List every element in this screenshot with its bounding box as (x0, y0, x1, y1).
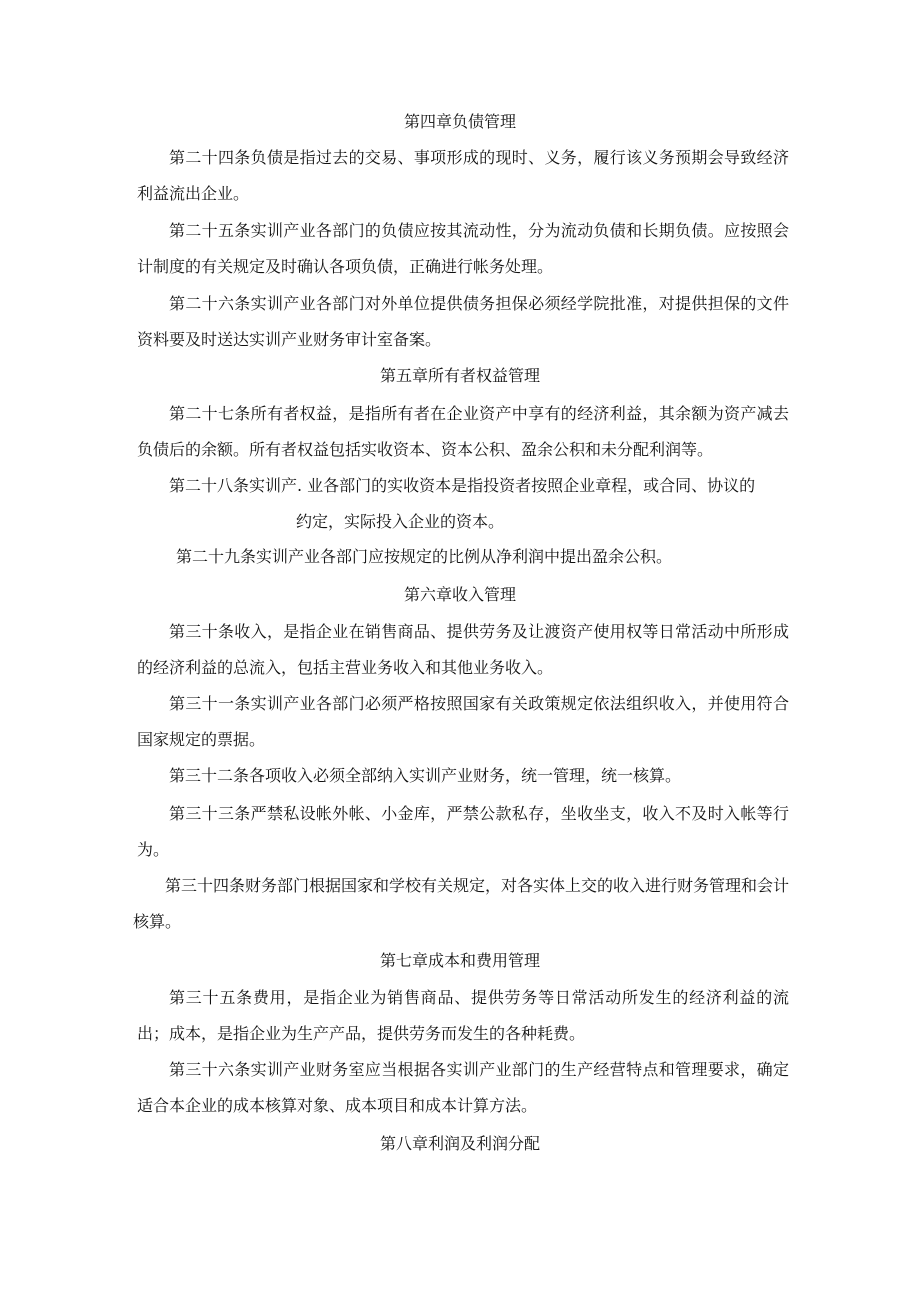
chapter-8-heading: 第八章利润及利润分配 (379, 1134, 540, 1153)
article-27: 第二十七条所有者权益，是指所有者在企业资产中享有的经济利益，其余额为资产减去负债后的余额。所有者权益包括实收资本、资本公积、盈余公积和未分配利润等。 (137, 404, 789, 459)
article-32: 第三十二条各项收入必须全部纳入实训产业财务，统一管理，统一核算。 (169, 766, 682, 785)
chapter-5-heading: 第五章所有者权益管理 (379, 366, 540, 385)
article-35: 第三十五条费用，是指企业为销售商品、提供劳务等日常活动所发生的经济利益的流出；成本，是指企业为生产产品，提供劳务而发生的各种耗费。 (137, 988, 789, 1043)
chapter-4-heading: 第四章负债管理 (403, 112, 516, 131)
article-25: 第二十五条实训产业各部门的负债应按其流动性，分为流动负债和长期负债。应按照会计制度的有关规定及时确认各项负债，正确进行帐务处理。 (137, 221, 789, 276)
article-34: 第三十四条财务部门根据国家和学校有关规定，对各实体上交的收入进行财务管理和会计核算。 (133, 876, 790, 931)
article-30: 第三十条收入，是指企业在销售商品、提供劳务及让渡资产使用权等日常活动中所形成的经济利益的总流入，包括主营业务收入和其他业务收入。 (137, 622, 789, 677)
article-24: 第二十四条负债是指过去的交易、事项形成的现时、义务，履行该义务预期会导致经济利益流出企业。 (137, 148, 789, 203)
article-33: 第三十三条严禁私设帐外帐、小金库，严禁公款私存，坐收坐支，收入不及时入帐等行为。 (137, 804, 789, 859)
article-28-line-2: 约定，实际投入企业的资本。 (296, 512, 505, 531)
article-28-line-1: 第二十八条实训产. 业各部门的实收资本是指投资者按照企业章程，或合同、协议的 (169, 476, 756, 495)
article-29: 第二十九条实训产业各部门应按规定的比例从净利润中提出盈余公积。 (176, 547, 673, 566)
chapter-6-heading: 第六章收入管理 (403, 585, 516, 604)
article-26: 第二十六条实训产业各部门对外单位提供债务担保必须经学院批准，对提供担保的文件资料要及时送达实训产业财务审计室备案。 (137, 294, 789, 349)
article-36: 第三十六条实训产业财务室应当根据各实训产业部门的生产经营特点和管理要求，确定适合本企业的成本核算对象、成本项目和成本计算方法。 (137, 1060, 789, 1115)
article-31: 第三十一条实训产业各部门必须严格按照国家有关政策规定依法组织收入，并使用符合国家规定的票据。 (137, 694, 789, 749)
chapter-7-heading: 第七章成本和费用管理 (379, 951, 540, 970)
